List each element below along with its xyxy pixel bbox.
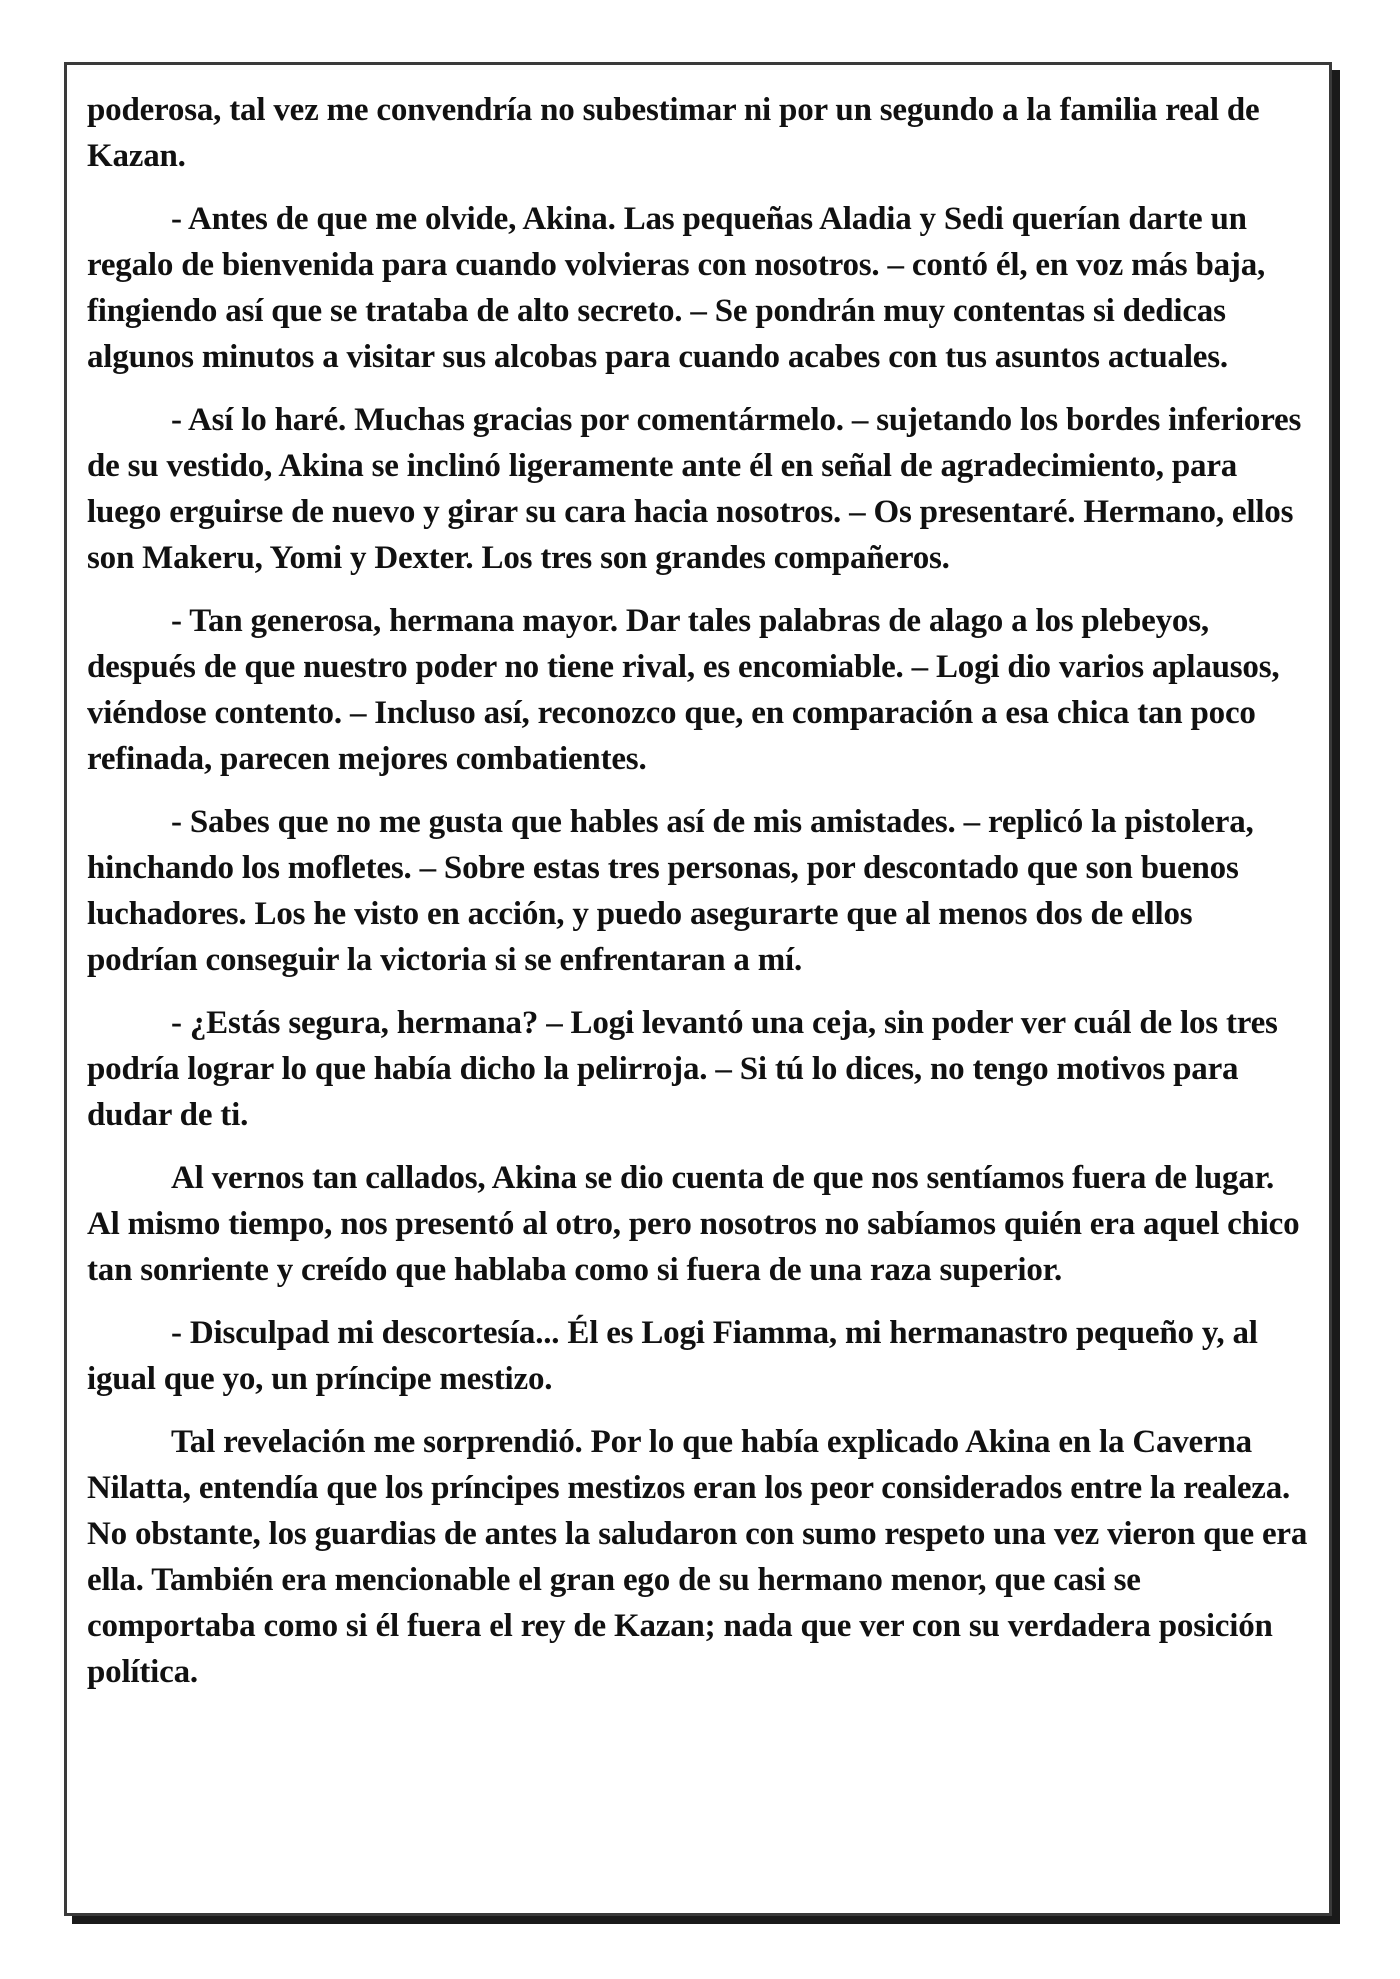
paragraph-3: - Así lo haré. Muchas gracias por comentármelo. – sujetando los bordes inferiores de su vestido, Akina se inclinó ligeramente ante él en señal de agradecimiento, para luego erguirse de nuevo y girar su cara hacia nosotros. – Os presentaré. Hermano, ellos son Makeru, Yomi y Dexter. Los tres son grandes compañeros.: [87, 402, 1302, 576]
paragraph-6: - ¿Estás segura, hermana? – Logi levantó una ceja, sin poder ver cuál de los tres podría lograr lo que había dicho la pelirroja. – Si tú lo dices, no tengo motivos para dudar de ti.: [87, 1005, 1278, 1133]
paragraph-5: - Sabes que no me gusta que hables así de mis amistades. – replicó la pistolera, hinchando los mofletes. – Sobre estas tres personas, por descontado que son buenos luchadores. Los he visto en acción, y puedo asegurarte que al menos dos de ellos podrían conseguir la victoria si se enfrentaran a mí.: [87, 804, 1254, 978]
page-body-text: [87, 87, 1309, 1712]
paragraph-2: - Antes de que me olvide, Akina. Las pequeñas Aladia y Sedi querían darte un regalo de bienvenida para cuando volvieras con nosotros. – contó él, en voz más baja, fingiendo así que se trataba de alto secreto. – Se pondrán muy contentas si dedicas algunos minutos a visitar sus alcobas para cuando acabes con tus asuntos actuales.: [87, 201, 1266, 375]
paragraph-8: - Disculpad mi descortesía... Él es Logi Fiamma, mi hermanastro pequeño y, al igual que yo, un príncipe mestizo.: [87, 1315, 1258, 1397]
paragraph-4: - Tan generosa, hermana mayor. Dar tales palabras de alago a los plebeyos, después de que nuestro poder no tiene rival, es encomiable. – Logi dio varios aplausos, viéndose contento. – Incluso así, reconozco que, en comparación a esa chica tan poco refinada, parecen mejores combatientes.: [87, 603, 1280, 777]
paragraph-1: poderosa, tal vez me convendría no subestimar ni por un segundo a la familia real de Kazan.: [87, 92, 1260, 174]
paragraph-9: Tal revelación me sorprendió. Por lo que había explicado Akina en la Caverna Nilatta, entendía que los príncipes mestizos eran los peor considerados entre la realeza. No obstante, los guardias de antes la saludaron con sumo respeto una vez vieron que era ella. También era mencionable el gran ego de su hermano menor, que casi se comportaba como si él fuera el rey de Kazan; nada que ver con su verdadera posición política.: [87, 1424, 1308, 1690]
paragraph-7: Al vernos tan callados, Akina se dio cuenta de que nos sentíamos fuera de lugar. Al mismo tiempo, nos presentó al otro, pero nosotros no sabíamos quién era aquel chico tan sonriente y creído que hablaba como si fuera de una raza superior.: [87, 1160, 1300, 1288]
page-frame: [64, 62, 1332, 1916]
